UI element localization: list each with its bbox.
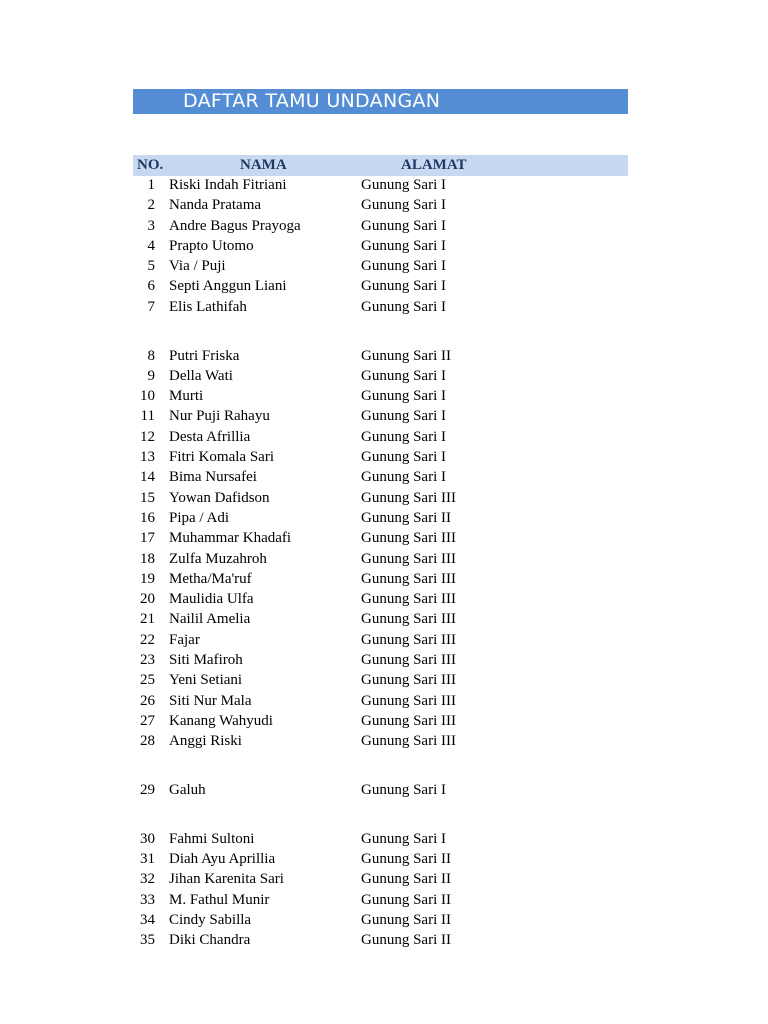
row-number: 28	[140, 733, 155, 750]
guest-name: Andre Bagus Prayoga	[169, 217, 301, 234]
table-row	[133, 468, 628, 488]
guest-name: Septi Anggun Liani	[169, 278, 287, 295]
row-number: 14	[140, 469, 155, 486]
guest-address: Gunung Sari I	[361, 449, 446, 466]
guest-name: Muhammar Khadafi	[169, 530, 292, 547]
table-row	[133, 196, 628, 216]
table-row	[133, 590, 628, 610]
guest-name: Prapto Utomo	[169, 237, 254, 254]
table-row	[133, 257, 628, 277]
row-number: 9	[147, 367, 155, 384]
guest-list	[133, 176, 628, 952]
guest-address: Gunung Sari I	[361, 177, 446, 193]
row-number: 22	[140, 631, 155, 648]
guest-address: Gunung Sari II	[361, 932, 451, 949]
guest-address: Gunung Sari III	[361, 692, 456, 709]
table-row	[133, 277, 628, 297]
guest-address: Gunung Sari I	[361, 408, 446, 425]
row-number: 23	[140, 652, 155, 669]
guest-name: Siti Mafiroh	[169, 652, 243, 669]
header-no: NO.	[137, 157, 164, 173]
row-number: 4	[147, 237, 155, 254]
guest-address: Gunung Sari III	[361, 712, 456, 729]
row-number: 21	[140, 611, 155, 628]
guest-name: Anggi Riski	[169, 733, 242, 750]
guest-name: Fahmi Sultoni	[169, 830, 255, 847]
guest-address: Gunung Sari III	[361, 652, 456, 669]
guest-name: Nailil Amelia	[169, 611, 251, 628]
table-row	[133, 870, 628, 890]
guest-address: Gunung Sari I	[361, 782, 446, 799]
row-number: 5	[147, 258, 155, 275]
row-number: 12	[140, 428, 155, 445]
guest-address: Gunung Sari I	[361, 388, 446, 405]
guest-address: Gunung Sari I	[361, 278, 446, 295]
table-row	[133, 830, 628, 850]
table-row	[133, 387, 628, 407]
guest-name: Nanda Pratama	[169, 197, 262, 214]
guest-address: Gunung Sari II	[361, 347, 451, 364]
row-number: 11	[140, 408, 155, 425]
guest-address: Gunung Sari III	[361, 530, 456, 547]
row-number: 13	[140, 449, 155, 466]
table-row	[133, 712, 628, 732]
row-number: 32	[140, 871, 155, 888]
table-row	[133, 509, 628, 529]
guest-name: Siti Nur Mala	[169, 692, 252, 709]
row-number: 26	[140, 692, 155, 709]
guest-name: Yowan Dafidson	[169, 489, 270, 506]
header-nama: NAMA	[240, 157, 287, 173]
guest-address: Gunung Sari III	[361, 631, 456, 648]
row-number: 10	[140, 388, 155, 405]
row-number: 33	[140, 891, 155, 908]
guest-address: Gunung Sari II	[361, 912, 451, 928]
row-number: 29	[140, 782, 155, 799]
guest-name: Galuh	[169, 782, 206, 799]
table-row	[133, 367, 628, 387]
guest-address: Gunung Sari II	[361, 509, 451, 526]
guest-name: Via / Puji	[169, 258, 226, 275]
guest-name: Desta Afrillia	[169, 428, 251, 445]
guest-address: Gunung Sari II	[361, 871, 451, 888]
header-alamat: ALAMAT	[401, 157, 467, 173]
table-header	[133, 155, 628, 176]
row-number: 8	[147, 347, 155, 364]
row-number: 3	[147, 217, 155, 234]
guest-name: Nur Puji Rahayu	[169, 408, 270, 425]
table-row	[133, 911, 628, 931]
guest-address: Gunung Sari I	[361, 258, 446, 275]
document-title: DAFTAR TAMU UNDANGAN	[183, 90, 441, 112]
table-row	[133, 529, 628, 549]
guest-name: Maulidia Ulfa	[169, 591, 254, 608]
guest-name: M. Fathul Munir	[169, 891, 270, 908]
table-row	[133, 651, 628, 671]
table-row	[133, 570, 628, 590]
guest-name: Yeni Setiani	[169, 672, 243, 689]
table-row	[133, 298, 628, 318]
table-row	[133, 931, 628, 951]
guest-address: Gunung Sari III	[361, 591, 456, 608]
guest-name: Diki Chandra	[169, 932, 251, 949]
row-number: 6	[147, 278, 155, 295]
guest-name: Cindy Sabilla	[169, 912, 252, 928]
table-row	[133, 428, 628, 448]
table-row	[133, 671, 628, 691]
row-number: 2	[147, 197, 155, 214]
table-row	[133, 237, 628, 257]
table-row	[133, 448, 628, 468]
row-number: 19	[140, 570, 155, 587]
table-row	[133, 850, 628, 870]
guest-address: Gunung Sari III	[361, 489, 456, 506]
guest-address: Gunung Sari III	[361, 733, 456, 750]
row-number: 25	[140, 672, 155, 689]
guest-address: Gunung Sari I	[361, 237, 446, 254]
row-number: 17	[140, 530, 155, 547]
guest-address: Gunung Sari I	[361, 428, 446, 445]
table-row	[133, 347, 628, 367]
table-row	[133, 550, 628, 570]
guest-address: Gunung Sari III	[361, 550, 456, 567]
table-row	[133, 732, 628, 752]
guest-address: Gunung Sari I	[361, 830, 446, 847]
table-row	[133, 217, 628, 237]
table-row	[133, 610, 628, 630]
guest-address: Gunung Sari I	[361, 298, 446, 315]
guest-name: Fajar	[169, 631, 200, 648]
row-number: 27	[140, 712, 155, 729]
guest-name: Murti	[169, 388, 204, 405]
guest-name: Kanang Wahyudi	[169, 712, 273, 729]
guest-name: Zulfa Muzahroh	[169, 550, 267, 567]
table-row	[133, 631, 628, 651]
row-number: 15	[140, 489, 155, 506]
guest-address: Gunung Sari I	[361, 217, 446, 234]
row-number: 31	[140, 851, 155, 868]
table-row	[133, 489, 628, 509]
title-bar	[133, 89, 628, 114]
row-number: 7	[147, 298, 155, 315]
row-number: 35	[140, 932, 155, 949]
row-number: 20	[140, 591, 155, 608]
row-number: 18	[140, 550, 155, 567]
guest-name: Della Wati	[169, 367, 233, 384]
guest-name: Metha/Ma'ruf	[169, 570, 252, 587]
guest-name: Jihan Karenita Sari	[169, 871, 284, 888]
guest-name: Riski Indah Fitriani	[169, 177, 287, 193]
row-number: 1	[147, 177, 155, 193]
row-number: 30	[140, 830, 155, 847]
row-number: 16	[140, 509, 155, 526]
guest-name: Putri Friska	[169, 347, 240, 364]
table-row	[133, 176, 628, 196]
table-row	[133, 891, 628, 911]
table-row	[133, 692, 628, 712]
guest-name: Elis Lathifah	[169, 298, 247, 315]
table-row	[133, 407, 628, 427]
guest-name: Diah Ayu Aprillia	[169, 851, 276, 868]
row-number: 34	[140, 912, 155, 928]
guest-address: Gunung Sari III	[361, 611, 456, 628]
guest-name: Bima Nursafei	[169, 469, 257, 486]
guest-address: Gunung Sari III	[361, 672, 456, 689]
guest-name: Pipa / Adi	[169, 509, 230, 526]
guest-address: Gunung Sari III	[361, 570, 456, 587]
guest-address: Gunung Sari I	[361, 197, 446, 214]
guest-name: Fitri Komala Sari	[169, 449, 274, 466]
guest-address: Gunung Sari I	[361, 367, 446, 384]
table-row	[133, 781, 628, 801]
guest-address: Gunung Sari II	[361, 851, 451, 868]
guest-address: Gunung Sari II	[361, 891, 451, 908]
guest-address: Gunung Sari I	[361, 469, 446, 486]
